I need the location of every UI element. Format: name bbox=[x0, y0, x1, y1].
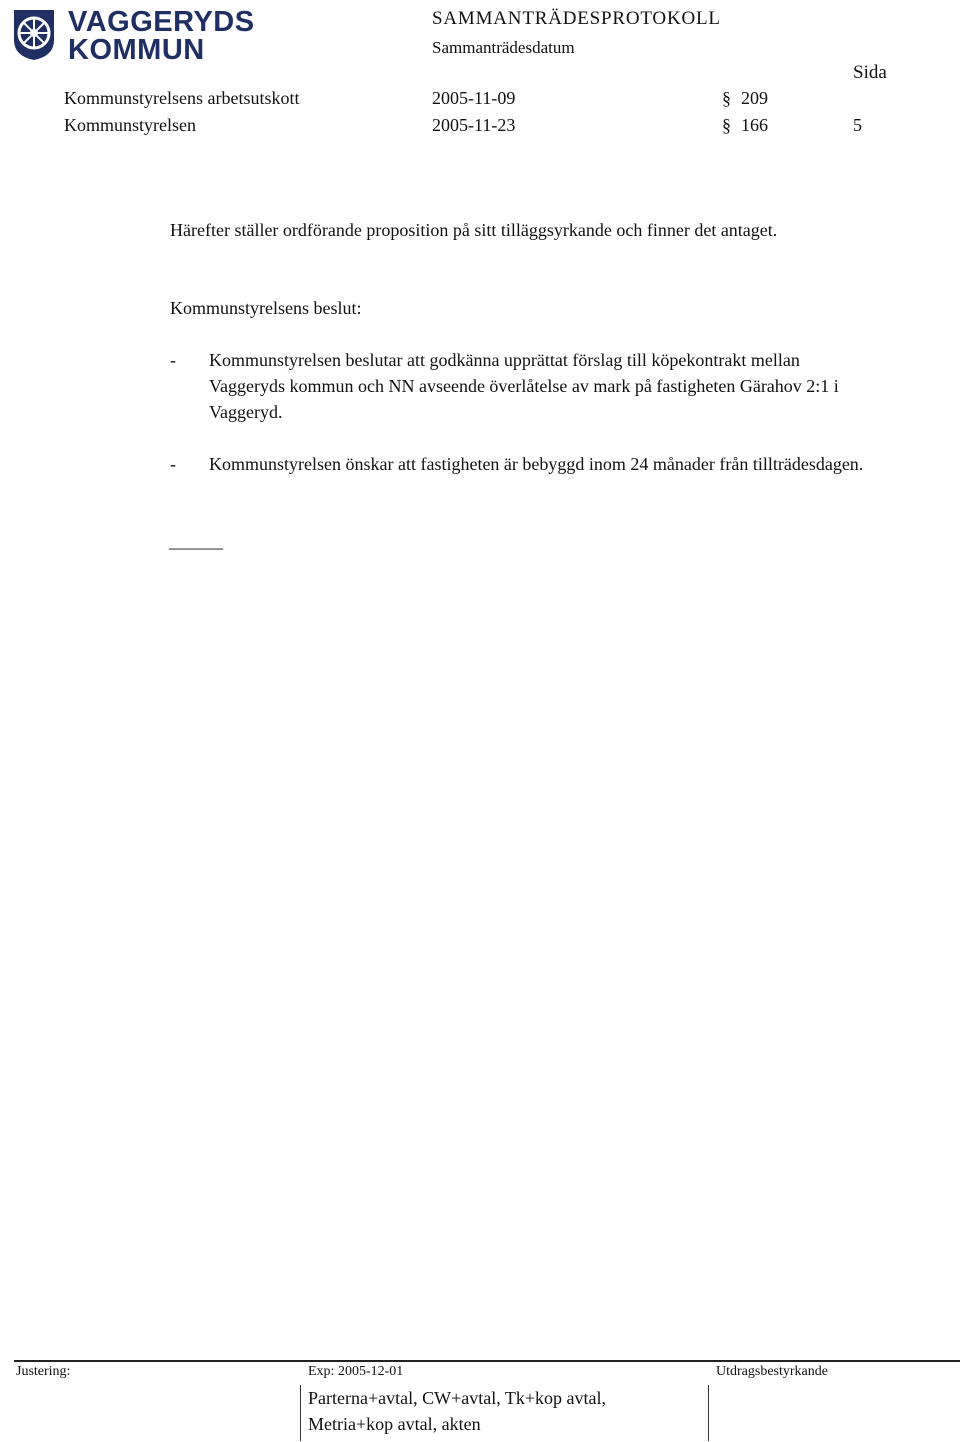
page-number: 5 bbox=[853, 115, 862, 135]
section-sign: § bbox=[722, 88, 731, 108]
decision-text: Kommunstyrelsen önskar att fastigheten är bebyggd inom 24 månader från tillträdesdagen. bbox=[209, 454, 864, 474]
footer-divider-right bbox=[708, 1385, 709, 1441]
municipality-logo bbox=[10, 4, 255, 66]
decision-text: Kommunstyrelsen beslutar att godkänna upprättat förslag till köpekontrakt mellan Vaggeryds kommun och NN avseende överlåtelse av mark på fastigheten Gärahov 2:1 i Vaggeryd. bbox=[209, 350, 839, 422]
expedition-label: Exp: 2005-12-01 bbox=[308, 1364, 404, 1379]
bullet-dash: - bbox=[170, 350, 176, 370]
intro-paragraph: Härefter ställer ordförande proposition på sitt tilläggsyrkande och finner det antaget. bbox=[170, 220, 778, 240]
section-number: 209 bbox=[741, 88, 768, 108]
meeting-date: 2005-11-23 bbox=[432, 115, 516, 135]
meeting-date-label: Sammanträdesdatum bbox=[432, 38, 575, 57]
section-number: 166 bbox=[741, 115, 768, 135]
page-label: Sida bbox=[853, 62, 887, 83]
meeting-body: Kommunstyrelsen bbox=[64, 115, 196, 135]
bullet-dash: - bbox=[170, 454, 176, 474]
section-sign: § bbox=[722, 115, 731, 135]
utdrag-label: Utdragsbestyrkande bbox=[716, 1364, 828, 1379]
footer-divider-left bbox=[300, 1385, 301, 1441]
meeting-body: Kommunstyrelsens arbetsutskott bbox=[64, 88, 300, 108]
logo-line-2: KOMMUN bbox=[68, 34, 205, 66]
wheel-emblem-icon bbox=[10, 6, 58, 62]
decision-heading: Kommunstyrelsens beslut: bbox=[170, 298, 362, 318]
document-title: SAMMANTRÄDESPROTOKOLL bbox=[432, 8, 721, 29]
logo-line-1: VAGGERYDS bbox=[68, 6, 255, 38]
end-rule: ______ bbox=[169, 531, 223, 551]
recipients-line-2: Metria+kop avtal, akten bbox=[308, 1414, 481, 1434]
meeting-date: 2005-11-09 bbox=[432, 88, 516, 108]
footer-divider bbox=[14, 1360, 960, 1362]
justering-label: Justering: bbox=[16, 1364, 71, 1379]
recipients-line-1: Parterna+avtal, CW+avtal, Tk+kop avtal, bbox=[308, 1388, 607, 1408]
